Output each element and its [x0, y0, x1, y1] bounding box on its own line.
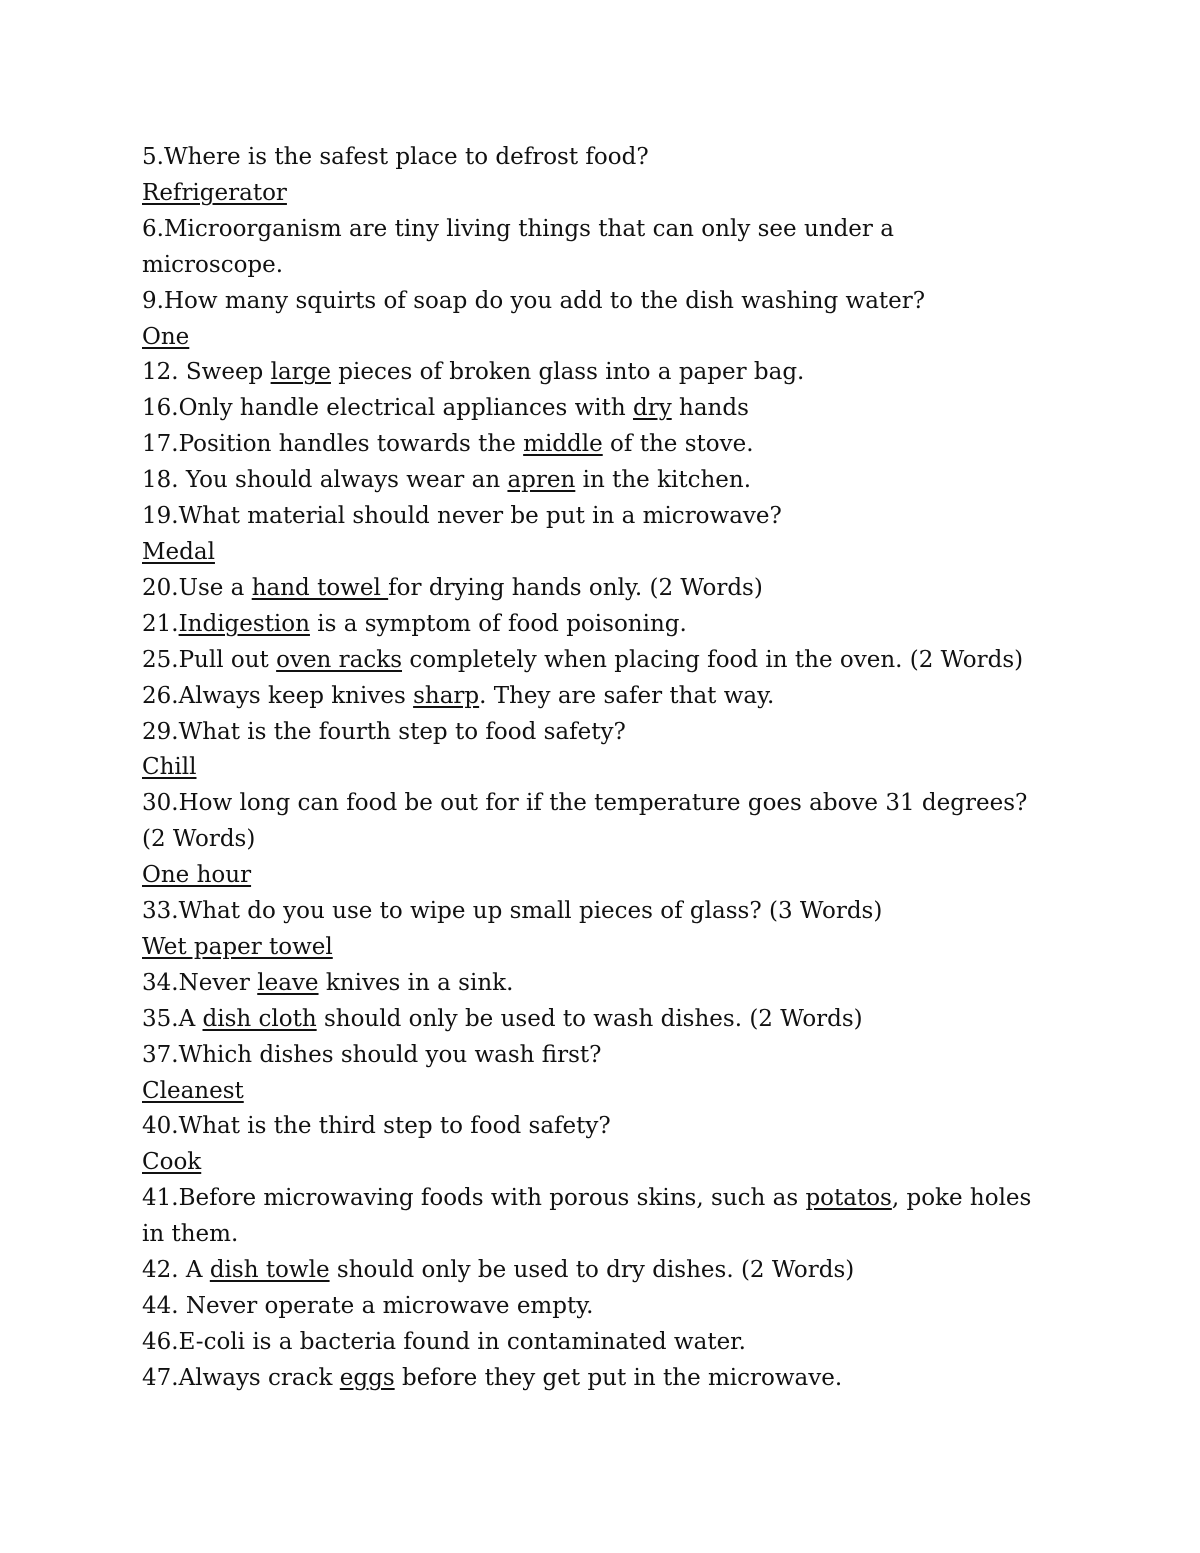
- text-line: [142, 715, 1062, 751]
- text-segment: 41.Before microwaving foods with porous skins, such as: [142, 1185, 806, 1212]
- underlined-answer: apren: [507, 467, 576, 494]
- underlined-answer: dry: [632, 395, 672, 422]
- text-line: [142, 391, 1062, 427]
- text-segment: (2 Words): [142, 826, 256, 853]
- underlined-answer: large: [270, 359, 331, 386]
- text-segment: , poke holes: [891, 1185, 1032, 1212]
- text-line: [142, 1253, 1062, 1289]
- text-segment: 17.Position handles towards the: [142, 431, 524, 458]
- text-segment: 33.What do you use to wipe up small pieces of glass? (3 Words): [142, 898, 883, 925]
- underlined-answer: Cook: [142, 1149, 202, 1176]
- text-segment: 6.Microorganism are tiny living things that can only see under a: [142, 215, 894, 242]
- text-segment: 29.What is the fourth step to food safety?: [142, 718, 626, 745]
- underlined-answer: potatos: [805, 1185, 892, 1212]
- text-segment: . They are safer that way.: [479, 682, 775, 709]
- underlined-answer: dish cloth: [202, 1005, 317, 1032]
- text-line: [142, 1217, 1062, 1253]
- text-line: [142, 1181, 1062, 1217]
- text-segment: 37.Which dishes should you wash first?: [142, 1041, 602, 1068]
- text-segment: 26.Always keep knives: [142, 682, 414, 709]
- text-line: [142, 1038, 1062, 1074]
- text-line: [142, 750, 1062, 786]
- text-segment: 25.Pull out: [142, 646, 277, 673]
- text-segment: should only be used to dry dishes. (2 Words): [329, 1257, 855, 1284]
- text-line: [142, 1361, 1062, 1397]
- text-line: [142, 822, 1062, 858]
- text-line: [142, 1109, 1062, 1145]
- text-segment: hands: [671, 395, 749, 422]
- underlined-answer: Indigestion: [178, 610, 310, 637]
- text-segment: of the stove.: [602, 431, 754, 458]
- text-segment: is a symptom of food poisoning.: [309, 610, 687, 637]
- text-segment: knives in a sink.: [318, 969, 514, 996]
- underlined-answer: Cleanest: [142, 1077, 244, 1104]
- text-segment: 35.A: [142, 1005, 203, 1032]
- text-line: [142, 607, 1062, 643]
- text-segment: 47.Always crack: [142, 1364, 340, 1391]
- text-line: [142, 1002, 1062, 1038]
- underlined-answer: One: [142, 323, 190, 350]
- text-line: [142, 355, 1062, 391]
- text-line: [142, 786, 1062, 822]
- text-line: [142, 1074, 1062, 1110]
- text-line: [142, 212, 1062, 248]
- text-line: [142, 1145, 1062, 1181]
- text-segment: in the kitchen.: [575, 467, 752, 494]
- text-segment: 9.How many squirts of soap do you add to the dish washing water?: [142, 287, 926, 314]
- text-line: [142, 930, 1062, 966]
- text-segment: 20.Use a: [142, 574, 252, 601]
- underlined-answer: Medal: [142, 538, 215, 565]
- text-segment: 18. You should always wear an: [142, 467, 508, 494]
- text-segment: 19.What material should never be put in a microwave?: [142, 503, 782, 530]
- document-body: [142, 140, 1062, 1397]
- text-line: [142, 248, 1062, 284]
- text-segment: 40.What is the third step to food safety?: [142, 1113, 611, 1140]
- underlined-answer: oven racks: [276, 646, 403, 673]
- underlined-answer: middle: [523, 431, 603, 458]
- text-segment: pieces of broken glass into a paper bag.: [331, 359, 805, 386]
- underlined-answer: sharp: [413, 682, 480, 709]
- text-segment: 16.Only handle electrical appliances with: [142, 395, 633, 422]
- text-segment: 5.Where is the safest place to defrost food?: [142, 144, 649, 170]
- text-segment: microscope.: [142, 251, 284, 278]
- text-segment: 42. A: [142, 1257, 210, 1284]
- text-line: [142, 571, 1062, 607]
- text-segment: should only be used to wash dishes. (2 Words): [316, 1005, 863, 1032]
- text-line: [142, 499, 1062, 535]
- text-line: [142, 966, 1062, 1002]
- underlined-answer: Wet paper towel: [142, 933, 333, 960]
- underlined-answer: eggs: [339, 1364, 395, 1391]
- text-segment: completely when placing food in the oven. (2 Words): [402, 646, 1024, 673]
- text-line: [142, 858, 1062, 894]
- text-segment: 12. Sweep: [142, 359, 271, 386]
- text-line: [142, 1289, 1062, 1325]
- text-line: [142, 643, 1062, 679]
- underlined-answer: leave: [257, 969, 319, 996]
- text-segment: 21.: [142, 610, 179, 637]
- underlined-answer: hand towel: [251, 574, 389, 601]
- text-line: [142, 284, 1062, 320]
- text-segment: for drying hands only. (2 Words): [388, 574, 763, 601]
- text-segment: 34.Never: [142, 969, 258, 996]
- text-line: [142, 1325, 1062, 1361]
- text-segment: in them.: [142, 1221, 239, 1248]
- text-line: [142, 535, 1062, 571]
- underlined-answer: Chill: [142, 754, 197, 781]
- underlined-answer: dish towle: [209, 1257, 330, 1284]
- underlined-answer: Refrigerator: [142, 179, 287, 206]
- text-line: [142, 427, 1062, 463]
- text-segment: 44. Never operate a microwave empty.: [142, 1293, 594, 1319]
- text-line: [142, 894, 1062, 930]
- text-line: [142, 320, 1062, 356]
- text-segment: 30.How long can food be out for if the temperature goes above 31 degrees?: [142, 790, 1028, 817]
- text-segment: 46.E-coli is a bacteria found in contaminated water.: [142, 1328, 746, 1355]
- text-line: [142, 140, 1062, 176]
- text-line: [142, 463, 1062, 499]
- text-segment: before they get put in the microwave.: [394, 1364, 843, 1391]
- text-line: [142, 679, 1062, 715]
- text-line: [142, 176, 1062, 212]
- underlined-answer: One hour: [142, 862, 252, 889]
